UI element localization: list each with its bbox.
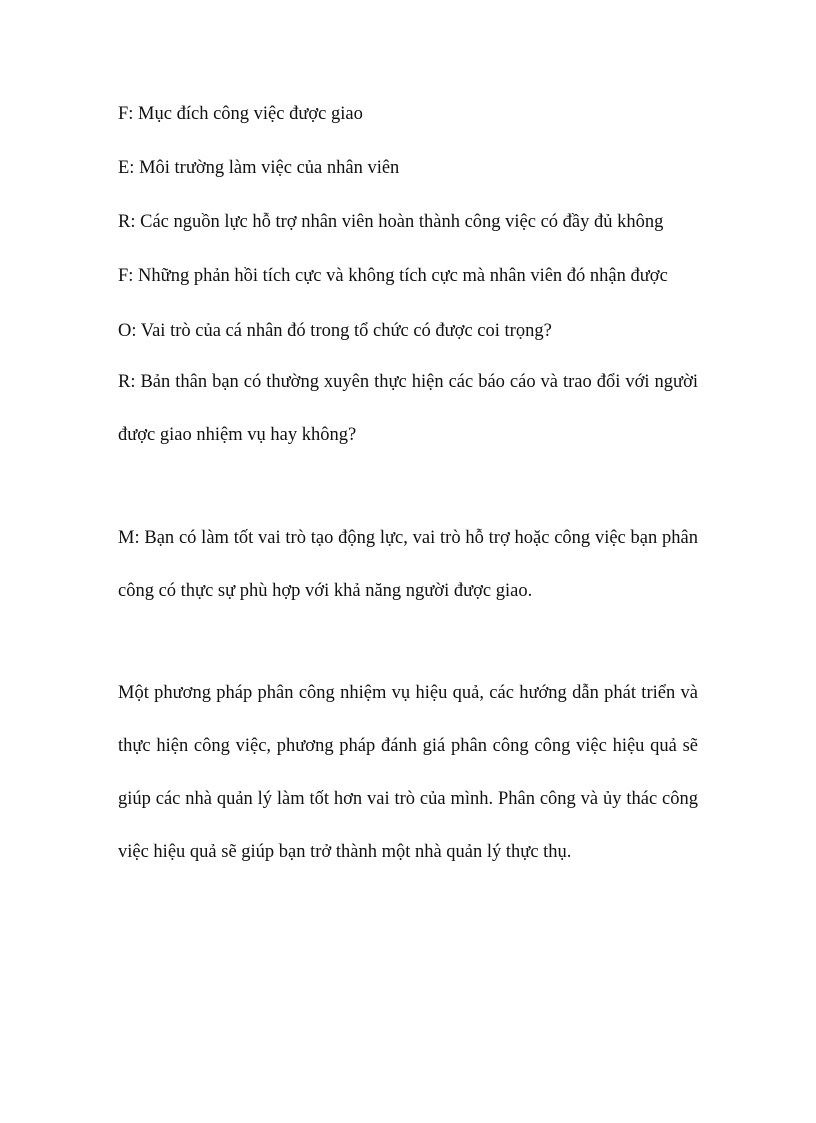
m-paragraph-text: M: Bạn có làm tốt vai trò tạo động lực, vai trò hỗ trợ hoặc công việc bạn phân công có thực sự phù hợp với khả năng người được giao. [118, 528, 698, 601]
summary-paragraph [118, 667, 698, 879]
item-text: O: Vai trò của cá nhân đó trong tổ chức có được coi trọng? [118, 321, 552, 341]
item-e-environment [118, 155, 698, 182]
item-text: R: Các nguồn lực hỗ trợ nhân viên hoàn thành công việc có đầy đủ không [118, 212, 664, 232]
item-text: F: Những phản hồi tích cực và không tích cực mà nhân viên đó nhận được [118, 266, 668, 286]
item-r-reporting [118, 356, 698, 462]
item-text: F: Mục đích công việc được giao [118, 104, 363, 124]
item-text: E: Môi trường làm việc của nhân viên [118, 158, 400, 178]
item-m-motivation [118, 512, 698, 618]
item-o-role [118, 318, 698, 345]
item-f-feedback [118, 263, 698, 290]
summary-paragraph-text: Một phương pháp phân công nhiệm vụ hiệu quả, các hướng dẫn phát triển và thực hiện công việc, phương pháp đánh giá phân công công việc hiệu quả sẽ giúp các nhà quản lý làm tốt hơn vai trò của mình. Phân công và ủy thác công việc hiệu quả sẽ giúp bạn trở thành một nhà quản lý thực thụ. [118, 683, 698, 862]
item-f-purpose [118, 101, 698, 128]
item-r-resources [118, 209, 698, 236]
item-text: R: Bản thân bạn có thường xuyên thực hiện các báo cáo và trao đổi với người được giao nhiệm vụ hay không? [118, 372, 698, 445]
